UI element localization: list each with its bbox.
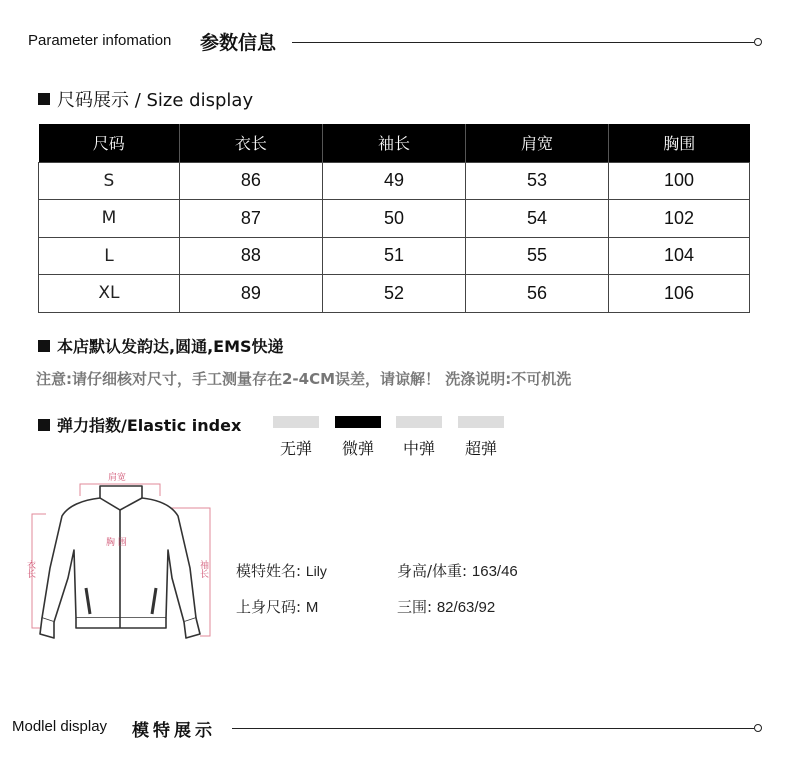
model-display-header-zh: 模特展示: [132, 721, 216, 741]
model-name-label: 模特姓名:: [236, 562, 302, 580]
model-height-row: [397, 560, 518, 581]
table-row: [39, 200, 750, 238]
model-size-row: [236, 596, 318, 617]
measurement-note: 注意:请仔细核对尺寸，手工测量存在2-4CM误差，请谅解！ 洗涤说明:不可机洗: [36, 370, 572, 388]
model-name-value: Lily: [305, 563, 327, 579]
shipping-info: [38, 334, 284, 357]
header-cell-sleeve: 袖长: [322, 124, 465, 162]
diagram-label-length: 衣长: [25, 560, 35, 578]
elastic-label-slight: 微弹: [341, 439, 374, 458]
header-cell-chest: 胸围: [609, 124, 750, 162]
table-cell: XL: [39, 275, 180, 313]
table-row: [39, 237, 750, 275]
footer-ring-icon: [754, 724, 762, 732]
table-cell: 49: [322, 162, 465, 200]
header-ring-icon: [754, 38, 762, 46]
table-cell: 89: [179, 275, 322, 313]
table-row: [39, 162, 750, 200]
model-display-header: [0, 714, 790, 742]
parameter-header: [0, 28, 790, 56]
table-row: [39, 275, 750, 313]
header-cell-shoulder: 肩宽: [466, 124, 609, 162]
jacket-measurement-diagram: [20, 468, 220, 648]
table-cell: L: [39, 237, 180, 275]
square-bullet-icon: [38, 93, 50, 105]
footer-divider: [232, 728, 754, 729]
elastic-index-title: [38, 413, 241, 436]
model-name-row: [236, 560, 327, 581]
elastic-bar-medium: [396, 416, 442, 428]
model-size-label: 上身尺码:: [236, 598, 302, 616]
parameter-header-en: Parameter infomation: [28, 32, 172, 49]
model-display-header-en: Modlel display: [12, 718, 108, 735]
model-height-value: 163/46: [471, 563, 518, 580]
elastic-label-super: 超弹: [464, 439, 497, 458]
header-cell-size: 尺码: [39, 124, 180, 162]
table-cell: 100: [609, 162, 750, 200]
model-height-label: 身高/体重:: [397, 562, 468, 580]
table-cell: 51: [322, 237, 465, 275]
square-bullet-icon: [38, 340, 50, 352]
diagram-label-chest: 胸 围: [106, 538, 127, 548]
size-display-title-text: 尺码展示 / Size display: [57, 90, 254, 111]
diagram-label-shoulder: 肩宽: [108, 473, 127, 483]
table-cell: 86: [179, 162, 322, 200]
elastic-label-medium: 中弹: [402, 439, 435, 458]
elastic-index-title-text: 弹力指数/Elastic index: [57, 416, 242, 435]
model-measure-label: 三围:: [397, 598, 433, 616]
table-cell: S: [39, 162, 180, 200]
table-cell: 102: [609, 200, 750, 238]
model-size-value: M: [305, 599, 319, 616]
table-cell: 87: [179, 200, 322, 238]
size-display-title: [38, 86, 253, 112]
elastic-label-none: 无弹: [279, 439, 312, 458]
square-bullet-icon: [38, 419, 50, 431]
table-cell: M: [39, 200, 180, 238]
size-table: [38, 124, 750, 313]
elastic-bar-super: [458, 416, 504, 428]
table-cell: 56: [466, 275, 609, 313]
table-cell: 52: [322, 275, 465, 313]
table-cell: 50: [322, 200, 465, 238]
elastic-bar-none: [273, 416, 319, 428]
table-cell: 88: [179, 237, 322, 275]
diagram-label-sleeve: 袖长: [198, 560, 208, 578]
table-cell: 54: [466, 200, 609, 238]
table-cell: 53: [466, 162, 609, 200]
parameter-header-zh: 参数信息: [200, 32, 277, 54]
size-table-header-row: [39, 124, 750, 162]
shipping-info-text: 本店默认发韵达,圆通,EMS快递: [57, 337, 284, 356]
model-measure-row: [397, 596, 495, 617]
jacket-hem: [76, 618, 166, 628]
table-cell: 104: [609, 237, 750, 275]
model-measure-value: 82/63/92: [436, 599, 496, 616]
table-cell: 106: [609, 275, 750, 313]
header-cell-length: 衣长: [179, 124, 322, 162]
elastic-bar-slight: [335, 416, 381, 428]
header-divider: [292, 42, 754, 43]
table-cell: 55: [466, 237, 609, 275]
